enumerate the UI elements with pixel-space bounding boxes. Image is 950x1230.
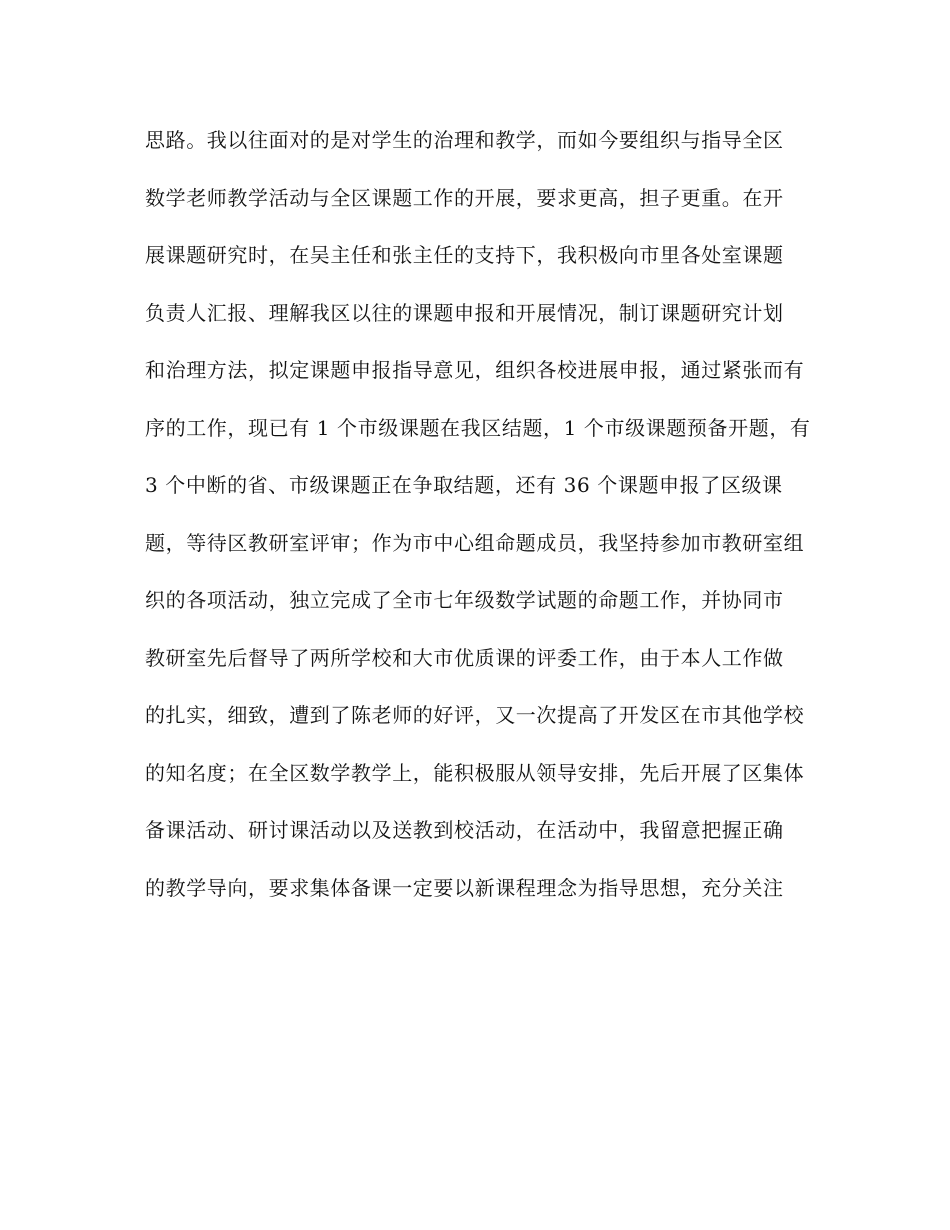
text-line: 织的各项活动，独立完成了全市七年级数学试题的命题工作，并协同市 bbox=[145, 588, 784, 612]
text-line: 的教学导向，要求集体备课一定要以新课程理念为指导思想，充分关注 bbox=[145, 875, 784, 900]
text-line: 序的工作，现已有 1 个市级课题在我区结题，1 个市级课题预备开题，有 bbox=[145, 415, 811, 440]
text-line: 展课题研究时，在吴主任和张主任的支持下，我积极向市里各处室课题 bbox=[145, 243, 784, 267]
body-text bbox=[145, 120, 825, 925]
text-line: 和治理方法，拟定课题申报指导意见，组织各校进展申报，通过紧张而有 bbox=[145, 358, 805, 382]
text-line: 的知名度；在全区数学教学上，能积极服从领导安排，先后开展了区集体 bbox=[145, 760, 805, 785]
text-line: 负责人汇报、理解我区以往的课题申报和开展情况，制订课题研究计划 bbox=[145, 300, 784, 325]
text-line: 教研室先后督导了两所学校和大市优质课的评委工作，由于本人工作做 bbox=[145, 645, 784, 670]
text-line: 的扎实，细致，遭到了陈老师的好评，又一次提高了开发区在市其他学校 bbox=[145, 703, 805, 727]
text-line: 思路。我以往面对的是对学生的治理和教学，而如今要组织与指导全区 bbox=[145, 128, 784, 152]
text-line: 备课活动、研讨课活动以及送教到校活动，在活动中，我留意把握正确 bbox=[145, 818, 784, 842]
text-line: 题，等待区教研室评审；作为市中心组命题成员，我坚持参加市教研室组 bbox=[145, 530, 805, 555]
text-line: 数学老师教学活动与全区课题工作的开展，要求更高，担子更重。在开 bbox=[145, 185, 784, 210]
text-line: 3 个中断的省、市级课题正在争取结题，还有 36 个课题申报了区级课 bbox=[145, 473, 783, 497]
